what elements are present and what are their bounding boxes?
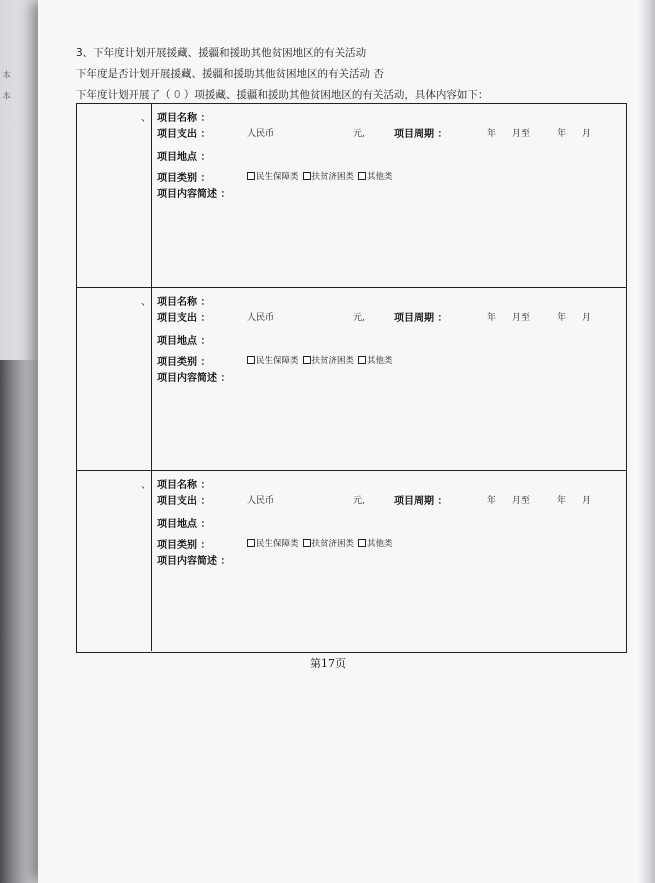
project-block — [77, 470, 626, 651]
checkbox-icon[interactable] — [247, 356, 255, 364]
category-option[interactable]: 其他类 — [358, 354, 393, 366]
project-index-cell — [77, 104, 152, 287]
end-year-label: 年 — [557, 129, 567, 139]
enumeration-mark: 、 — [141, 480, 151, 491]
start-year-label: 年 — [487, 129, 497, 139]
start-year-label: 年 — [487, 313, 497, 323]
project-expense-label: 项目支出 ： — [157, 313, 211, 324]
project-category-label: 项目类别 ： — [157, 540, 211, 551]
start-month-label: 月至 — [512, 496, 531, 506]
yuan-label: 元, — [353, 496, 365, 506]
previous-page-text: 本 — [2, 71, 12, 81]
enumeration-mark: 、 — [141, 113, 151, 124]
project-location-label: 项目地点 ： — [157, 336, 211, 347]
category-option[interactable]: 扶贫济困类 — [303, 170, 355, 182]
currency-label: 人民币 — [247, 129, 275, 139]
start-year-label: 年 — [487, 496, 497, 506]
project-description-label: 项目内容简述 ： — [157, 189, 231, 200]
count-prefix: 下年度计划开展了（ — [76, 89, 171, 101]
category-option[interactable]: 民生保障类 — [247, 354, 299, 366]
category-option[interactable]: 扶贫济困类 — [303, 537, 355, 549]
end-month-label: 月 — [582, 313, 592, 323]
page-curl-shadow — [638, 0, 655, 883]
checkbox-icon[interactable] — [303, 356, 311, 364]
checkbox-icon[interactable] — [358, 539, 366, 547]
project-block — [77, 287, 626, 470]
currency-label: 人民币 — [247, 496, 275, 506]
category-option[interactable]: 其他类 — [358, 170, 393, 182]
project-name-label: 项目名称 ： — [157, 113, 211, 124]
question-line: 下年度是否计划开展援藏、援疆和援助其他贫困地区的有关活动 否 — [76, 68, 384, 80]
project-block — [77, 104, 626, 287]
category-options — [247, 354, 393, 366]
project-index-cell — [77, 288, 152, 470]
project-period-label: 项目周期 ： — [394, 496, 448, 507]
category-option[interactable]: 扶贫济困类 — [303, 354, 355, 366]
checkbox-icon[interactable] — [303, 172, 311, 180]
end-year-label: 年 — [557, 313, 567, 323]
project-expense-label: 项目支出 ： — [157, 496, 211, 507]
category-option[interactable]: 民生保障类 — [247, 537, 299, 549]
project-form-table — [76, 103, 627, 653]
project-name-label: 项目名称 ： — [157, 480, 211, 491]
page-number: 第17页 — [310, 657, 346, 670]
category-options — [247, 537, 393, 549]
project-location-label: 项目地点 ： — [157, 152, 211, 163]
checkbox-icon[interactable] — [303, 539, 311, 547]
project-index-cell — [77, 471, 152, 651]
category-option[interactable]: 其他类 — [358, 537, 393, 549]
project-description-label: 项目内容简述 ： — [157, 556, 231, 567]
category-options — [247, 170, 393, 182]
project-category-label: 项目类别 ： — [157, 173, 211, 184]
currency-label: 人民币 — [247, 313, 275, 323]
yuan-label: 元, — [353, 129, 365, 139]
start-month-label: 月至 — [512, 313, 531, 323]
project-period-label: 项目周期 ： — [394, 313, 448, 324]
end-month-label: 月 — [582, 496, 592, 506]
start-month-label: 月至 — [512, 129, 531, 139]
checkbox-icon[interactable] — [247, 539, 255, 547]
project-location-label: 项目地点 ： — [157, 519, 211, 530]
previous-page-text: 本 — [2, 92, 12, 102]
project-period-label: 项目周期 ： — [394, 129, 448, 140]
end-year-label: 年 — [557, 496, 567, 506]
section-title: 3、下年度计划开展援藏、援疆和援助其他贫困地区的有关活动 — [76, 47, 367, 59]
project-name-label: 项目名称 ： — [157, 297, 211, 308]
checkbox-icon[interactable] — [358, 356, 366, 364]
project-description-label: 项目内容简述 ： — [157, 373, 231, 384]
activity-count-line — [76, 87, 488, 102]
checkbox-icon[interactable] — [358, 172, 366, 180]
yuan-label: 元, — [353, 313, 365, 323]
checkbox-icon[interactable] — [247, 172, 255, 180]
document-page — [38, 0, 655, 883]
enumeration-mark: 、 — [141, 297, 151, 308]
count-suffix: ）项援藏、援疆和援助其他贫困地区的有关活动，具体内容如下： — [183, 89, 489, 101]
count-value: 0 — [170, 89, 184, 101]
end-month-label: 月 — [582, 129, 592, 139]
project-category-label: 项目类别 ： — [157, 357, 211, 368]
category-option[interactable]: 民生保障类 — [247, 170, 299, 182]
project-expense-label: 项目支出 ： — [157, 129, 211, 140]
